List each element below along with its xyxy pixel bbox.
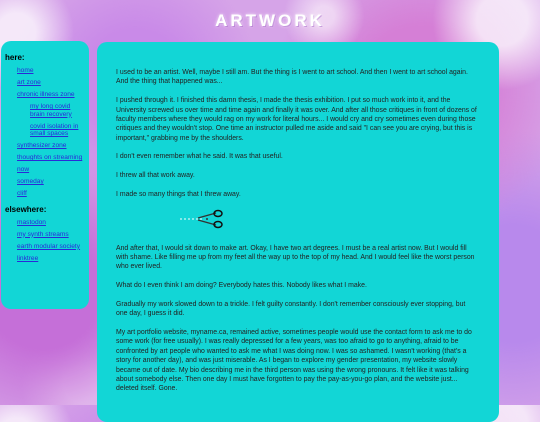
nav-link-chronic-illness-zone[interactable]: chronic illness zone xyxy=(17,91,75,98)
article-paragraph: I pushed through it. I finished this damn thesis, I made the thesis exhibition. I put so much work into it, and the University screwed us over time and time again and finally it was over. And after all those critiques in front of dozens of faculty members where they would rag on my work for literal hours... I would cry and cry sometimes even during those critiques and they wouldn't stop. One time an instructor pulled me aside and said "I can see you are crying, but this is important," grabbing me by the shoulders. xyxy=(116,97,477,142)
article-paragraph: I threw all that work away. xyxy=(116,172,195,180)
article-paragraph: I don't even remember what he said. It was that useful. xyxy=(116,153,283,161)
list-item xyxy=(5,154,85,162)
list-item xyxy=(5,190,85,198)
nav-link-art-zone[interactable]: art zone xyxy=(17,79,41,86)
sidebar-nav xyxy=(1,41,89,309)
here-list xyxy=(5,67,85,198)
list-item xyxy=(5,219,85,227)
nav-link-now[interactable]: now xyxy=(17,166,30,173)
article-paragraph: My art portfolio website, myname.ca, remained active, sometimes people would use the contact form to ask me to do some work (for free usually). I was really depressed for a few years, was too afraid to go to anything, afraid to be confronted by art people who wanted to ask me what I was doing now. I was so ashamed. I wasn't working (that's a story for another day), and was just miserable. As I began to explore my gender presentation, my website slowly became out of date. My bio describing me in the third person was using the wrong pronouns. It felt like it was talking about somebody else. Then one day I must have forgotten to pay the pay-as-you-go plan, and the website just... deleted itself. Gone. xyxy=(116,328,472,393)
scissors-icon xyxy=(180,209,224,229)
list-item xyxy=(5,255,85,263)
elsewhere-heading: elsewhere: xyxy=(5,204,47,214)
list-item xyxy=(5,178,85,186)
list-item xyxy=(5,142,85,150)
list-item xyxy=(5,231,85,239)
list-item xyxy=(5,103,85,118)
nav-link-home[interactable]: home xyxy=(17,67,34,74)
article-paragraph: I made so many things that I threw away. xyxy=(116,190,241,198)
article-paragraph: I used to be an artist. Well, maybe I still am. But the thing is I went to art school. And then I went to art school again. And the thing that happened was... xyxy=(116,69,468,86)
nav-link-synthesizer-zone[interactable]: synthesizer zone xyxy=(17,142,67,149)
nav-link-someday[interactable]: someday xyxy=(17,178,44,185)
article-paragraph: Gradually my work slowed down to a trickle. I felt guilty constantly. I don't remember consciously ever stopping, but one day, I guess it did. xyxy=(116,300,466,318)
list-item xyxy=(5,166,85,174)
nav-link-mastodon[interactable]: mastodon xyxy=(17,218,46,226)
nav-link-synth-streams[interactable]: my synth streams xyxy=(17,230,69,238)
list-item xyxy=(5,123,85,138)
nav-link-linktree[interactable]: linktree xyxy=(17,254,39,262)
nav-link-cliff[interactable]: cliff xyxy=(17,190,27,197)
nav-link-earth-modular-society[interactable]: earth modular society xyxy=(17,242,81,250)
site-title: ARTWORK xyxy=(215,11,325,30)
article-panel xyxy=(97,42,499,422)
article-paragraph: What do I even think I am doing? Everybody hates this. Nobody likes what I make. xyxy=(116,282,367,290)
list-item xyxy=(5,91,85,99)
elsewhere-list xyxy=(5,219,85,263)
nav-link-thoughts-on-streaming[interactable]: thoughts on streaming xyxy=(17,154,83,161)
scissors-divider xyxy=(116,209,477,244)
list-item xyxy=(5,67,85,75)
here-heading: here: xyxy=(5,53,25,62)
nav-link-covid-isolation[interactable]: covid isolation in small spaces xyxy=(30,122,79,137)
list-item xyxy=(5,79,85,87)
list-item xyxy=(5,243,85,251)
article-paragraph: And after that, I would sit down to make art. Okay, I have two art degrees. I must be a real artist now. But I would fill with shame. Like filling me up from my feet all the way up to the top of my head. And I would feel like the worst person who ever lived. xyxy=(116,244,475,271)
nav-link-long-covid-brain-recovery[interactable]: my long covid brain recovery xyxy=(30,103,72,118)
